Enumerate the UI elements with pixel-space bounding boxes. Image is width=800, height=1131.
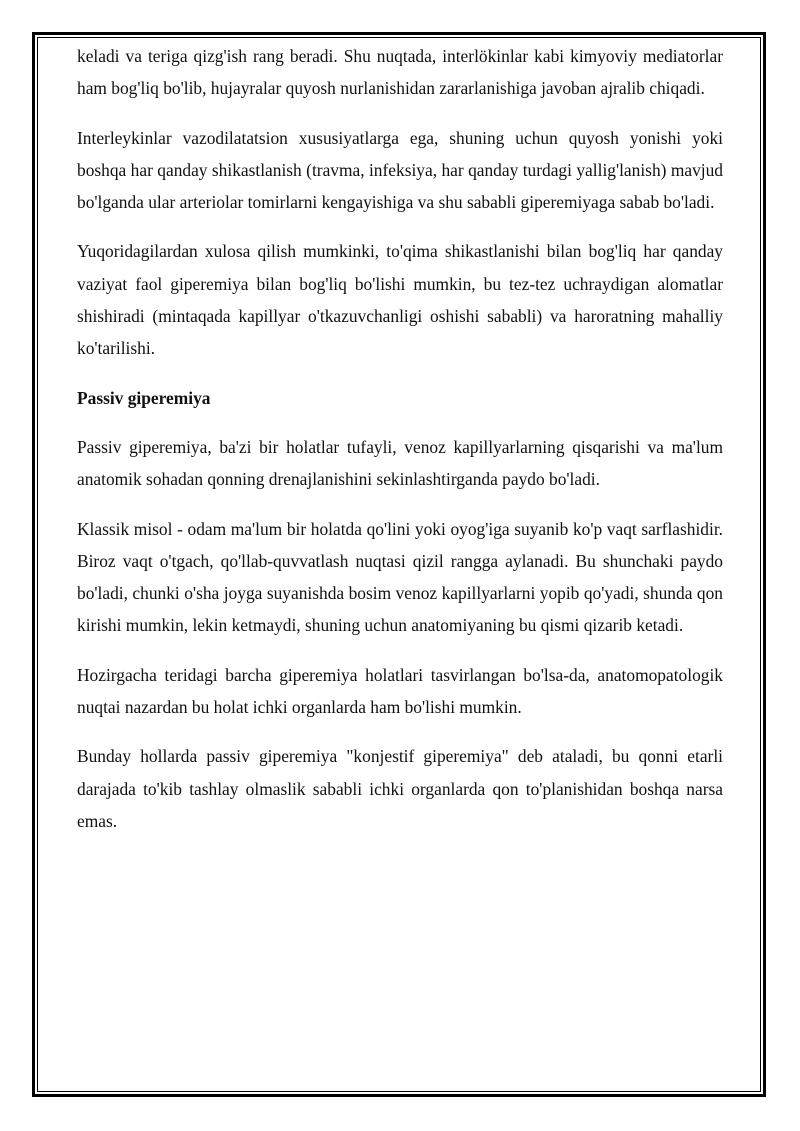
- paragraph: Bunday hollarda passiv giperemiya "konjestif giperemiya" deb ataladi, bu qonni etarli darajada to'kib tashlay olmaslik sababli ichki organlarda qon to'planishidan boshqa narsa emas.: [77, 746, 723, 831]
- paragraph: Hozirgacha teridagi barcha giperemiya holatlari tasvirlangan bo'lsa-da, anatomopatologik nuqtai nazardan bu holat ichki organlarda ham bo'lishi mumkin.: [77, 664, 723, 718]
- paragraph: keladi va teriga qizg'ish rang beradi. Shu nuqtada, interlökinlar kabi kimyoviy mediatorlar ham bog'liq bo'lib, hujayralar quyosh nurlanishidan zararlanishiga javoban ajralib chiqadi.: [77, 46, 723, 99]
- paragraph: Yuqoridagilardan xulosa qilish mumkinki, to'qima shikastlanishi bilan bog'liq har qanday vaziyat faol giperemiya bilan bog'liq bo'lishi mumkin, bu tez-tez uchraydigan alomatlar shishiradi (mintaqada kapillyar o'tkazuvchanligi oshishi sababli) va haroratning mahalliy ko'tarilishi.: [77, 241, 723, 359]
- paragraph: Interleykinlar vazodilatatsion xususiyatlarga ega, shuning uchun quyosh yonishi yoki boshqa har qanday shikastlanish (travma, infeksiya, har qanday turdagi yallig'lanish) mavjud bo'lganda ular arteriolar tomirlarni kengayishiga va shu sababli giperemiyaga sabab bo'ladi.: [77, 127, 723, 213]
- document-body: [77, 40, 723, 854]
- paragraph: Passiv giperemiya, ba'zi bir holatlar tufayli, venoz kapillyarlarning qisqarishi va ma'lum anatomik sohadan qonning drenajlanishini sekinlashtirganda paydo bo'ladi.: [77, 436, 723, 490]
- section-heading: Passiv giperemiya: [77, 387, 211, 408]
- paragraph: Klassik misol - odam ma'lum bir holatda qo'lini yoki oyog'iga suyanib ko'p vaqt sarflashidir. Biroz vaqt o'tgach, qo'llab-quvvatlash nuqtasi qizil rangga aylanadi. Bu shunchaki paydo bo'ladi, chunki o'sha joyga suyanishda bosim venoz kapillyarlarni yopib qo'yadi, shunda qon kirishi mumkin, lekin ketmaydi, shuning uchun anatomiyaning bu qismi qizarib ketadi.: [77, 518, 723, 636]
